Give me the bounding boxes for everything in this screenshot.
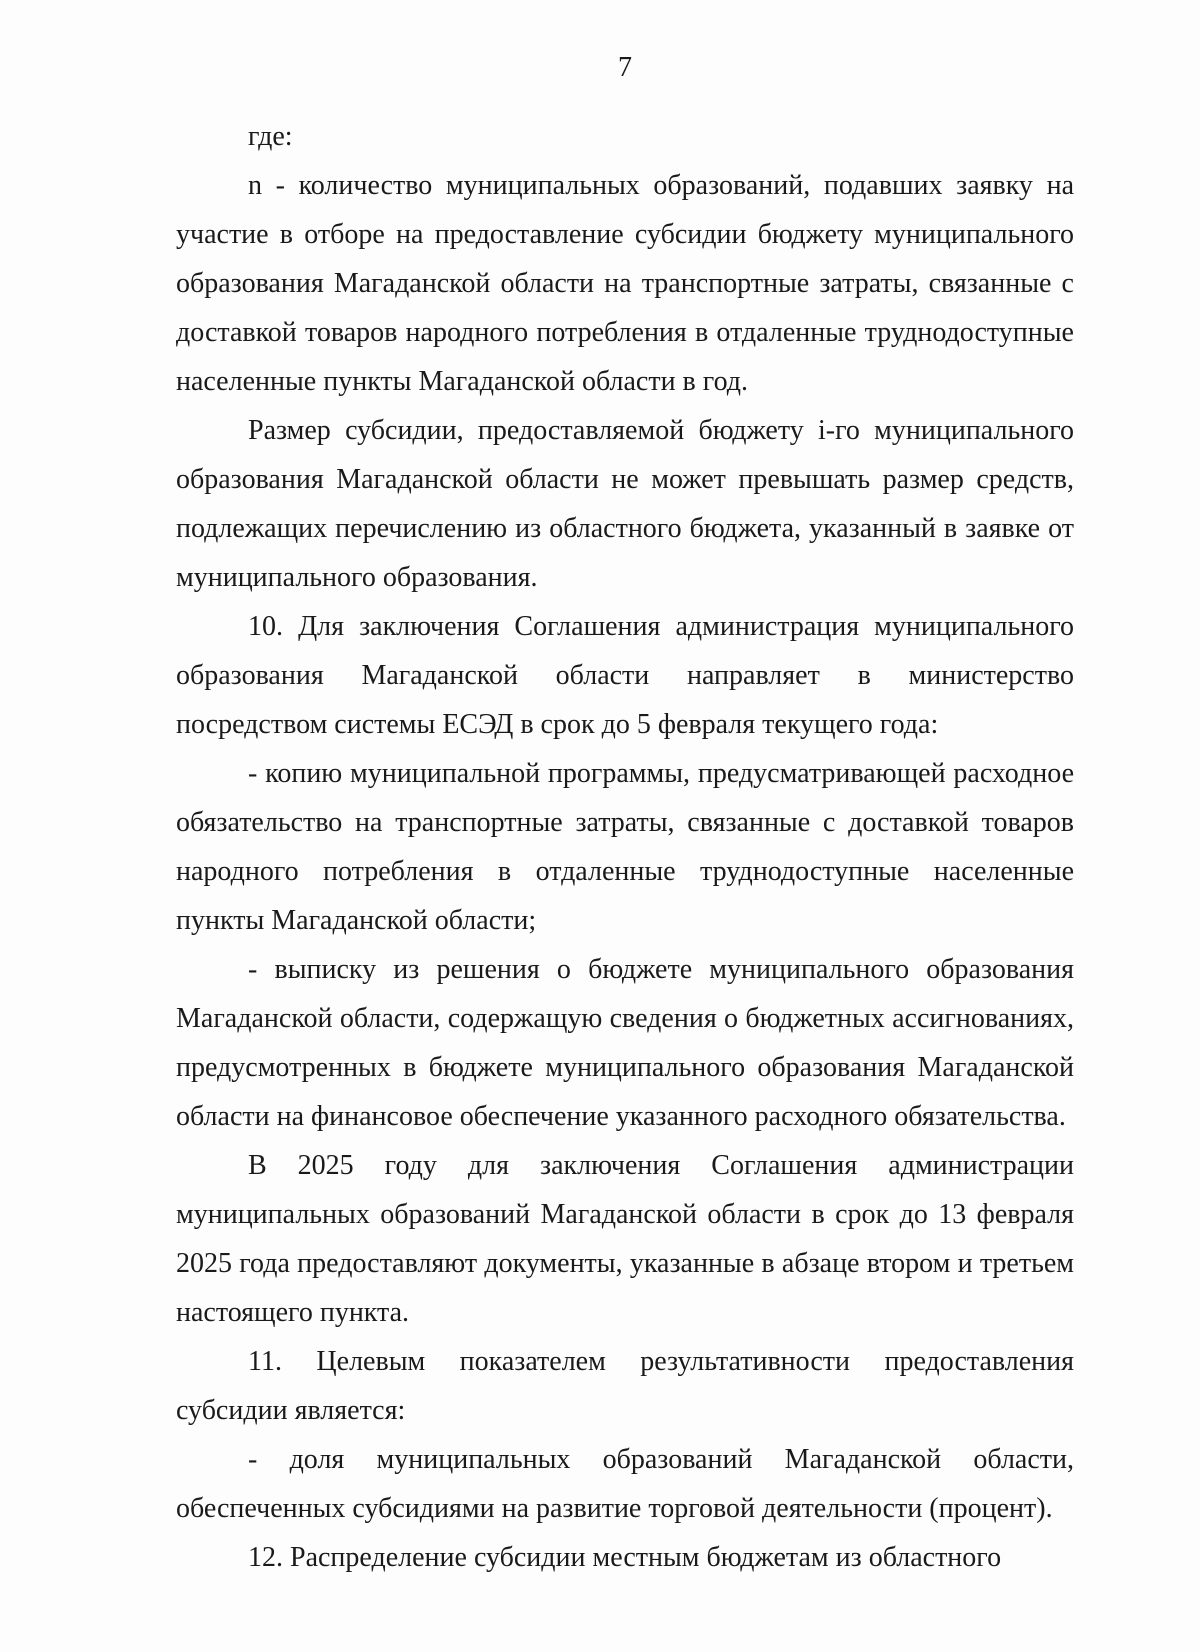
paragraph-item-10: 10. Для заключения Соглашения администрация муниципального образования Магаданской области направляет в министерство посредством системы ЕСЭД в срок до 5 февраля текущего года: bbox=[176, 611, 1074, 740]
paragraph-where: где: bbox=[248, 121, 293, 152]
document-body bbox=[176, 112, 1074, 1582]
paragraph-program-copy: - копию муниципальной программы, предусматривающей расходное обязательство на транспортные затраты, связанные с доставкой товаров народного потребления в отдаленные труднодоступные населенные пункты Магаданской области; bbox=[176, 758, 1074, 936]
paragraph-item-12: 12. Распределение субсидии местным бюджетам из областного bbox=[248, 1542, 1002, 1573]
paragraph-item-11: 11. Целевым показателем результативности предоставления субсидии является: bbox=[176, 1346, 1074, 1426]
paragraph-indicator-share: - доля муниципальных образований Магаданской области, обеспеченных субсидиями на развитие торговой деятельности (процент). bbox=[176, 1444, 1074, 1524]
paragraph-2025: В 2025 году для заключения Соглашения администрации муниципальных образований Магаданской области в срок до 13 февраля 2025 года предоставляют документы, указанные в абзаце втором и третьем настоящего пункта. bbox=[176, 1150, 1074, 1328]
paragraph-budget-extract: - выписку из решения о бюджете муниципального образования Магаданской области, содержащую сведения о бюджетных ассигнованиях, предусмотренных в бюджете муниципального образования Магаданской области на финансовое обеспечение указанного расходного обязательства. bbox=[176, 954, 1074, 1132]
paragraph-n-definition: n - количество муниципальных образований, подавших заявку на участие в отборе на предоставление субсидии бюджету муниципального образования Магаданской области на транспортные затраты, связанные с доставкой товаров народного потребления в отдаленные труднодоступные населенные пункты Магаданской области в год. bbox=[176, 170, 1074, 397]
page-number: 7 bbox=[618, 52, 632, 83]
paragraph-subsidy-size: Размер субсидии, предоставляемой бюджету i-го муниципального образования Магаданской области не может превышать размер средств, подлежащих перечислению из областного бюджета, указанный в заявке от муниципального образования. bbox=[176, 415, 1074, 593]
